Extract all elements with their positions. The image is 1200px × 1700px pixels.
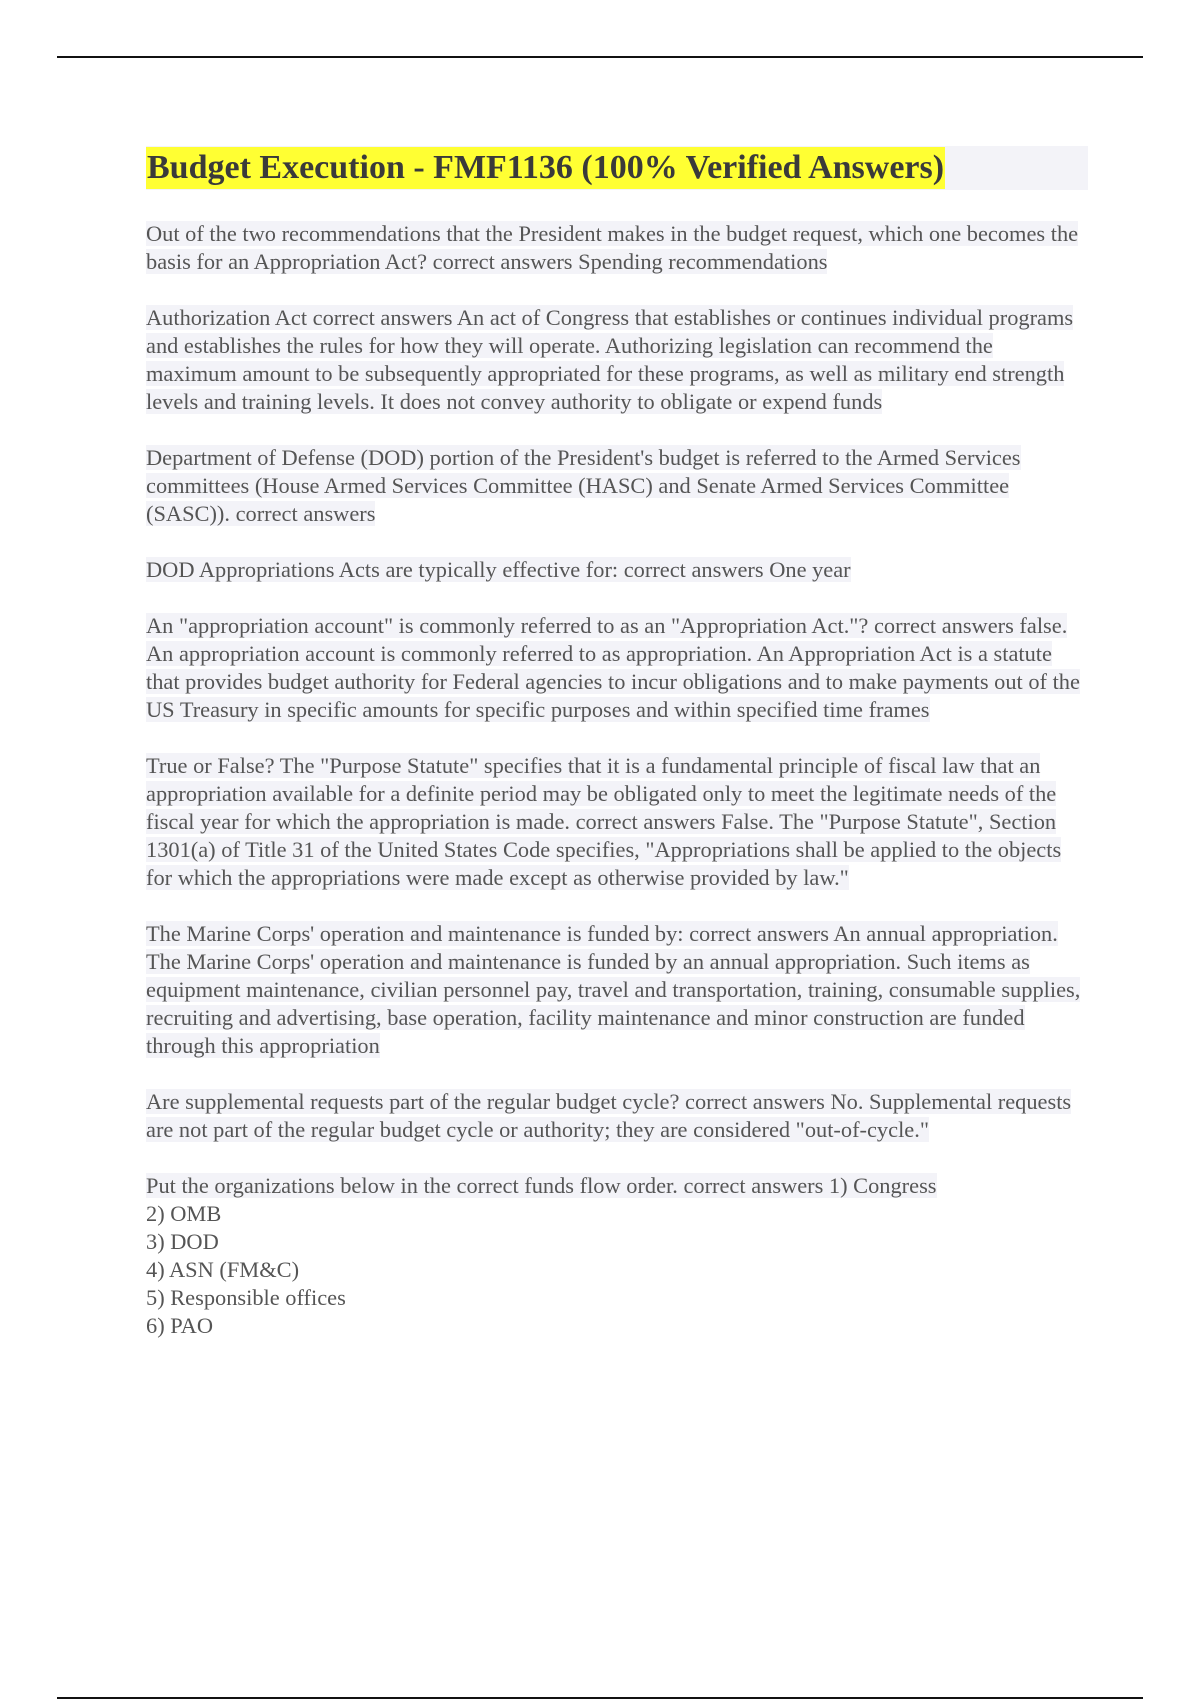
qa-item <box>146 920 1088 1060</box>
qa-item <box>146 304 1088 416</box>
qa-item <box>146 220 1088 276</box>
funds-flow-step: 2) OMB <box>146 1201 222 1226</box>
qa-text: True or False? The "Purpose Statute" specifies that it is a fundamental principle of fiscal law that an appropriation available for a definite period may be obligated only to meet the legitimate needs of the fiscal year for which the appropriation is made. correct answers False. The "Purpose Statute", Section 1301(a) of Title 31 of the United States Code specifies, "Appropriations shall be applied to the objects for which the appropriations were made except as otherwise provided by law." <box>146 753 1062 890</box>
qa-item <box>146 612 1088 724</box>
qa-item <box>146 752 1088 892</box>
qa-item-funds-flow <box>146 1172 1088 1340</box>
qa-text: Out of the two recommendations that the President makes in the budget request, which one becomes the basis for an Appropriation Act? correct answers Spending recommendations <box>146 221 1079 274</box>
qa-text: Department of Defense (DOD) portion of the President's budget is referred to the Armed Services committees (House Armed Services Committee (HASC) and Senate Armed Services Committee (SASC)). correct answers <box>146 445 1021 526</box>
qa-text: Authorization Act correct answers An act of Congress that establishes or continues individual programs and establishes the rules for how they will operate. Authorizing legislation can recommend the maximum amount to be subsequently appropriated for these programs, as well as military end strength levels and training levels. It does not convey authority to obligate or expend funds <box>146 305 1074 414</box>
funds-flow-lead-text: Put the organizations below in the correct funds flow order. correct answers 1) Congress <box>146 1173 937 1198</box>
funds-flow-step: 3) DOD <box>146 1229 219 1254</box>
qa-text: Are supplemental requests part of the regular budget cycle? correct answers No. Supplemental requests are not part of the regular budget cycle or authority; they are considered "out-of-cycle." <box>146 1089 1072 1142</box>
funds-flow-step: 6) PAO <box>146 1313 213 1338</box>
qa-item <box>146 1088 1088 1144</box>
funds-flow-lead <box>146 1172 1088 1200</box>
qa-item <box>146 556 1088 584</box>
qa-list <box>146 220 1088 1340</box>
footer-rule <box>57 1697 1143 1699</box>
funds-flow-step: 4) ASN (FM&C) <box>146 1257 300 1282</box>
qa-text: DOD Appropriations Acts are typically effective for: correct answers One year <box>146 557 851 582</box>
qa-text: An "appropriation account" is commonly referred to as an "Appropriation Act."? correct answers false. An appropriation account is commonly referred to as appropriation. An Appropriation Act is a statute that provides budget authority for Federal agencies to incur obligations and to make payments out of the US Treasury in specific amounts for specific purposes and within specified time frames <box>146 613 1080 722</box>
document-body <box>146 146 1088 1368</box>
header-rule <box>57 56 1143 58</box>
title-band <box>146 146 1088 190</box>
qa-text: The Marine Corps' operation and maintenance is funded by: correct answers An annual appropriation. The Marine Corps' operation and maintenance is funded by an annual appropriation. Such items as equipment maintenance, civilian personnel pay, travel and transportation, training, consumable supplies, recruiting and advertising, base operation, facility maintenance and minor construction are funded through this appropriation <box>146 921 1081 1058</box>
funds-flow-step: 5) Responsible offices <box>146 1285 346 1310</box>
document-title: Budget Execution - FMF1136 (100% Verified Answers) <box>146 147 945 189</box>
qa-item <box>146 444 1088 528</box>
